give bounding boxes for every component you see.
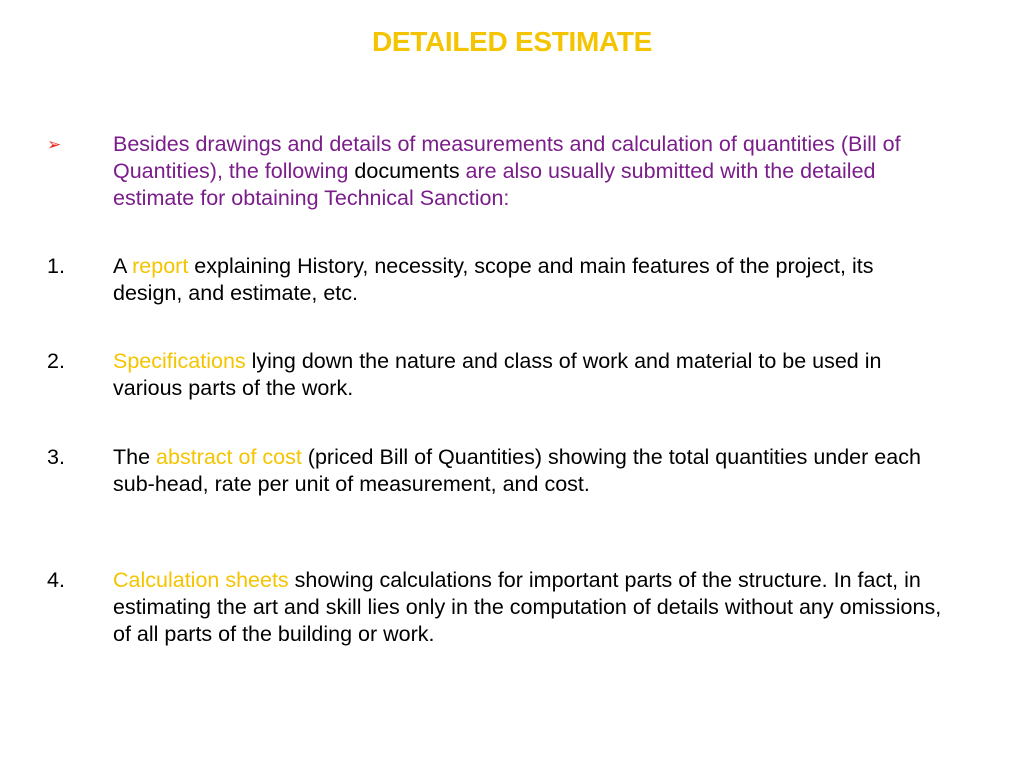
list-item-keyword: abstract of cost bbox=[156, 445, 302, 469]
intro-text bbox=[113, 131, 957, 212]
list-item-text bbox=[113, 253, 947, 307]
list-item bbox=[47, 567, 947, 648]
list-item-text-after: showing calculations for important parts of the structure. In fact, in estimating the art and skill lies only in the computation of details without any omissions, of all parts of the building or work. bbox=[113, 568, 942, 646]
list-item bbox=[47, 253, 947, 307]
list-item-text-before: The bbox=[113, 445, 157, 469]
intro-text-documents: documents bbox=[354, 159, 460, 183]
arrow-bullet-icon: ➢ bbox=[47, 135, 62, 154]
list-item-number: 3. bbox=[47, 445, 65, 469]
list-item bbox=[47, 444, 947, 498]
list-item-keyword: Calculation sheets bbox=[113, 568, 289, 592]
slide-title: DETAILED ESTIMATE bbox=[371, 26, 653, 57]
list-item-text-after: (priced Bill of Quantities) showing the total quantities under each sub-head, rate per unit of measurement, and cost. bbox=[113, 445, 921, 496]
list-item-number: 4. bbox=[47, 568, 65, 592]
list-item-number: 1. bbox=[47, 254, 65, 278]
list-item-keyword: Specifications bbox=[113, 349, 246, 373]
list-item-text-before: A bbox=[113, 254, 133, 278]
list-item-keyword: report bbox=[132, 254, 189, 278]
list-item-text bbox=[113, 444, 947, 498]
list-item-text-after: explaining History, necessity, scope and main features of the project, its design, and estimate, etc. bbox=[113, 254, 874, 305]
list-item bbox=[47, 348, 947, 402]
list-item-number: 2. bbox=[47, 349, 65, 373]
list-item-text bbox=[113, 567, 947, 648]
intro-text-part3: are also usually submitted with the detailed estimate for obtaining Technical Sanction: bbox=[113, 159, 876, 210]
intro-text-part1: Besides drawings and details of measurements and calculation of quantities (Bill of Quantities), the following bbox=[113, 132, 901, 183]
list-item-text bbox=[113, 348, 947, 402]
list-item-text-after: lying down the nature and class of work and material to be used in various parts of the work. bbox=[113, 349, 882, 400]
intro-paragraph bbox=[47, 131, 957, 212]
